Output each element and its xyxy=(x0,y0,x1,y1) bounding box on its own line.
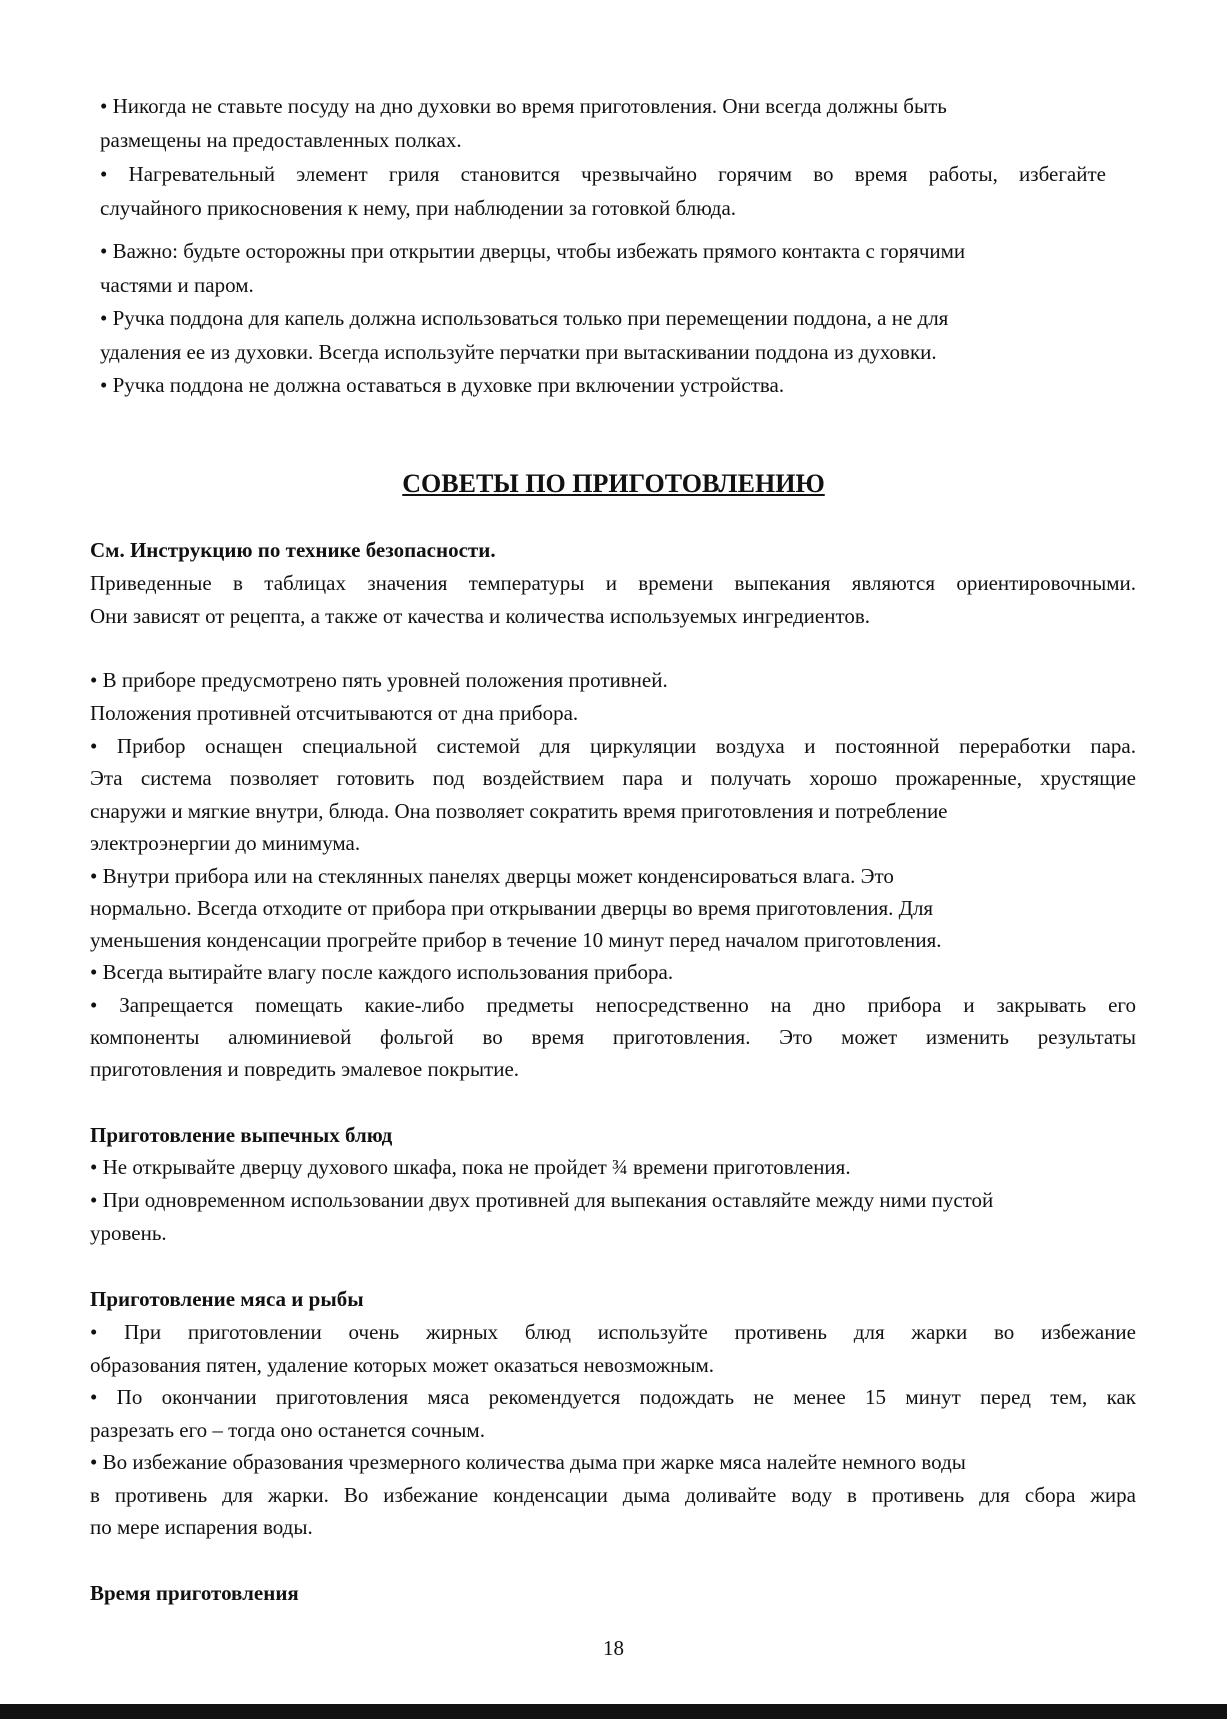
warning-line-9: • Ручка поддона не должна оставаться в духовке при включении устройства. xyxy=(100,373,785,397)
warning-line-5: • Важно: будьте осторожны при открытии дверцы, чтобы избежать прямого контакта с горячими xyxy=(100,239,966,263)
tip-line-8: нормально. Всегда отходите от прибора при открывании дверцы во время приготовления. Для xyxy=(90,896,934,920)
tip-line-1: • В приборе предусмотрено пять уровней положения противней. xyxy=(90,668,668,692)
meat-line-7: по мере испарения воды. xyxy=(90,1515,313,1539)
tip-line-9: уменьшения конденсации прогрейте прибор в течение 10 минут перед началом приготовления. xyxy=(90,928,942,952)
tip-line-4: Эта система позволяет готовить под воздействием пара и получать хорошо прожаренные, хрустящие xyxy=(90,766,1136,790)
warning-line-4: случайного прикосновения к нему, при наблюдении за готовкой блюда. xyxy=(100,196,737,220)
tip-line-2: Положения противней отсчитываются от дна прибора. xyxy=(90,701,579,725)
warning-line-8: удаления ее из духовки. Всегда используйте перчатки при вытаскивании поддона из духовки. xyxy=(100,340,937,364)
tip-line-12: компоненты алюминиевой фольгой во время приготовления. Это может изменить результаты xyxy=(90,1025,1136,1049)
time-heading: Время приготовления xyxy=(90,1581,299,1605)
meat-line-6: в противень для жарки. Во избежание конденсации дыма доливайте воду в противень для сбора жира xyxy=(90,1483,1136,1507)
warning-line-6: частями и паром. xyxy=(100,273,254,297)
baking-heading: Приготовление выпечных блюд xyxy=(90,1123,393,1147)
tip-line-11: • Запрещается помещать какие-либо предметы непосредственно на дно прибора и закрывать его xyxy=(90,993,1136,1017)
tip-line-13: приготовления и повредить эмалевое покрытие. xyxy=(90,1057,520,1081)
meat-line-5: • Во избежание образования чрезмерного количества дыма при жарке мяса налейте немного воды xyxy=(90,1450,966,1474)
baking-line-3: уровень. xyxy=(90,1221,167,1245)
tip-line-5: снаружи и мягкие внутри, блюда. Она позволяет сократить время приготовления и потребление xyxy=(90,799,948,823)
baking-line-1: • Не открывайте дверцу духового шкафа, пока не пройдет ¾ времени приготовления. xyxy=(90,1155,851,1179)
meat-line-4: разрезать его – тогда оно останется сочным. xyxy=(90,1418,485,1442)
meat-line-1: • При приготовлении очень жирных блюд используйте противень для жарки во избежание xyxy=(90,1320,1136,1344)
warning-line-2: размещены на предоставленных полках. xyxy=(100,128,462,152)
meat-line-3: • По окончании приготовления мяса рекомендуется подождать не менее 15 минут перед тем, как xyxy=(90,1385,1136,1409)
meat-heading: Приготовление мяса и рыбы xyxy=(90,1287,364,1311)
tip-line-10: • Всегда вытирайте влагу после каждого использования прибора. xyxy=(90,960,674,984)
tip-line-3: • Прибор оснащен специальной системой для циркуляции воздуха и постоянной переработки пара. xyxy=(90,734,1136,758)
intro-line-1: Приведенные в таблицах значения температуры и времени выпекания являются ориентировочными. xyxy=(90,571,1136,595)
page-number: 18 xyxy=(603,1636,624,1660)
tip-line-6: электроэнергии до минимума. xyxy=(90,831,361,855)
baking-line-2: • При одновременном использовании двух противней для выпекания оставляйте между ними пустой xyxy=(90,1188,994,1212)
warning-line-1: • Никогда не ставьте посуду на дно духовки во время приготовления. Они всегда должны быть xyxy=(100,94,947,118)
section-title: СОВЕТЫ ПО ПРИГОТОВЛЕНИЮ xyxy=(402,469,825,498)
warning-line-3: • Нагревательный элемент гриля становится чрезвычайно горячим во время работы, избегайте xyxy=(100,162,1106,186)
meat-line-2: образования пятен, удаление которых может оказаться невозможным. xyxy=(90,1353,714,1377)
intro-heading: См. Инструкцию по технике безопасности. xyxy=(90,538,496,562)
warning-line-7: • Ручка поддона для капель должна использоваться только при перемещении поддона, а не для xyxy=(100,306,949,330)
tip-line-7: • Внутри прибора или на стеклянных панелях дверцы может конденсироваться влага. Это xyxy=(90,864,894,888)
bottom-border xyxy=(0,1704,1227,1719)
intro-line-2: Они зависят от рецепта, а также от качества и количества используемых ингредиентов. xyxy=(90,604,871,628)
